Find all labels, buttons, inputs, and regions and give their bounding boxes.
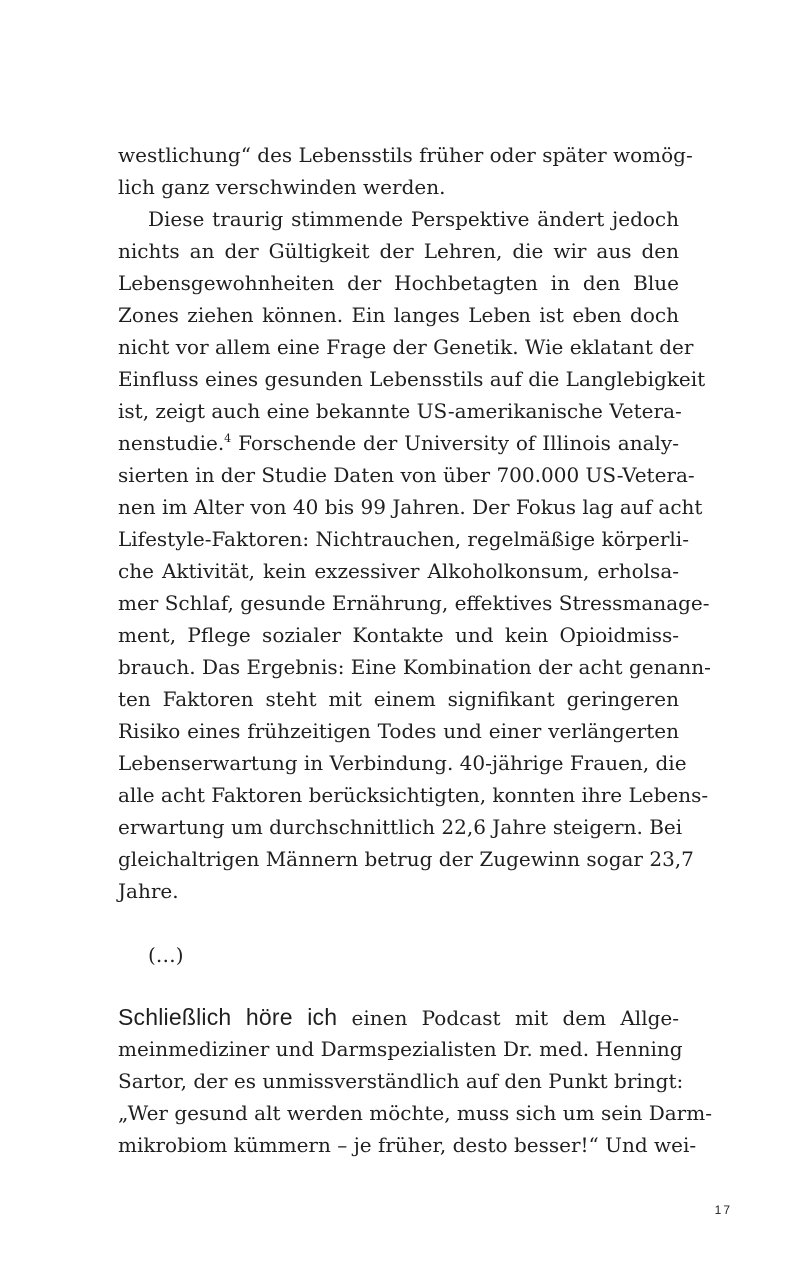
text-line: Lifestyle-Faktoren: Nichtrauchen, regelmäßige körperli-	[118, 527, 689, 551]
text-line: Diese traurig stimmende Perspektive ändert jedoch	[148, 207, 679, 231]
text-line: mikrobiom kümmern – je früher, desto besser!“ Und wei-	[118, 1133, 697, 1157]
text-line: Lebensgewohnheiten der Hochbetagten in den Blue	[118, 271, 679, 295]
text-line: ment, Pflege sozialer Kontakte und kein Opioidmiss-	[118, 623, 679, 647]
text-line-with-footnote	[118, 427, 679, 459]
footnote-reference[interactable]: 4	[224, 432, 232, 445]
text-line: ten Faktoren steht mit einem signifikant geringeren	[118, 687, 679, 711]
text-line: alle acht Faktoren berücksichtigten, konnten ihre Lebens-	[118, 783, 709, 807]
text-line: ist, zeigt auch eine bekannte US-amerikanische Vetera-	[118, 399, 682, 423]
text-line: mer Schlaf, gesunde Ernährung, effektives Stressmanage-	[118, 591, 710, 615]
text-line: sierten in der Studie Daten von über 700.000 US-Vetera-	[118, 463, 695, 487]
text-line: Einfluss eines gesunden Lebensstils auf die Langlebigkeit	[118, 367, 706, 391]
text-line: Sartor, der es unmissverständlich auf den Punkt bringt:	[118, 1069, 684, 1093]
text-line: nichts an der Gültigkeit der Lehren, die wir aus den	[118, 239, 679, 263]
text-fragment: einen Podcast mit dem Allge-	[337, 1006, 679, 1030]
text-line: „Wer gesund alt werden möchte, muss sich um sein Darm-	[118, 1101, 712, 1125]
text-line: Lebenserwartung in Verbindung. 40-jährige Frauen, die	[118, 751, 687, 775]
text-line: brauch. Das Ergebnis: Eine Kombination der acht genann-	[118, 655, 711, 679]
text-fragment: Forschende der University of Illinois analy-	[231, 431, 679, 455]
text-line: lich ganz verschwinden werden.	[118, 175, 446, 199]
text-line-with-lead-in	[118, 1001, 679, 1033]
text-line: erwartung um durchschnittlich 22,6 Jahre steigern. Bei	[118, 815, 683, 839]
text-fragment: nenstudie.	[118, 431, 225, 455]
text-line: nen im Alter von 40 bis 99 Jahren. Der Fokus lag auf acht	[118, 495, 703, 519]
ellipsis: (…)	[148, 943, 184, 967]
text-line: gleichaltrigen Männern betrug der Zugewinn sogar 23,7	[118, 847, 694, 871]
text-line: nicht vor allem eine Frage der Genetik. Wie eklatant der	[118, 335, 694, 359]
text-line: Jahre.	[118, 879, 179, 903]
text-line: Zones ziehen können. Ein langes Leben ist eben doch	[118, 303, 679, 327]
page-number: 17	[714, 1203, 732, 1217]
lead-in-text: Schließlich höre ich	[118, 1004, 338, 1030]
text-line: meinmediziner und Darmspezialisten Dr. med. Henning	[118, 1037, 683, 1061]
text-line: che Aktivität, kein exzessiver Alkoholkonsum, erholsa-	[118, 559, 679, 583]
text-line: westlichung“ des Lebensstils früher oder später womög-	[118, 143, 693, 167]
text-line: Risiko eines frühzeitigen Todes und einer verlängerten	[118, 719, 679, 743]
